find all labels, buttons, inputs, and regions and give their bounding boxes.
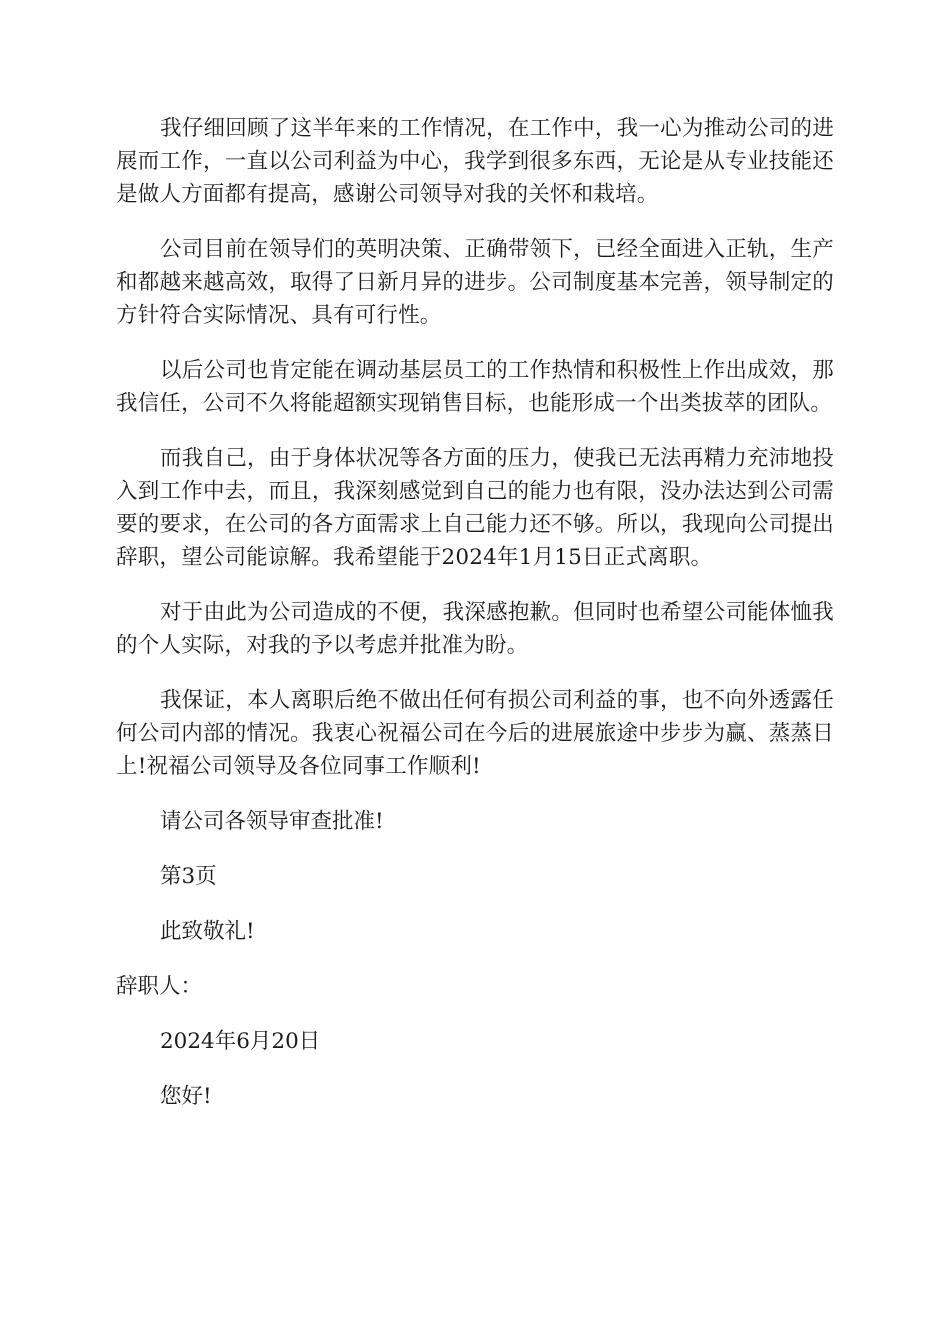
body-paragraph-5: 对于由此为公司造成的不便，我深感抱歉。但同时也希望公司能体恤我的个人实际，对我的予以考虑并批准为盼。 bbox=[116, 600, 834, 658]
body-paragraph-6: 我保证，本人离职后绝不做出任何有损公司利益的事，也不向外透露任何公司内部的情况。我衷心祝福公司在今后的进展旅途中步步为赢、蒸蒸日上!祝福公司领导及各位同事工作顺利! bbox=[116, 688, 834, 779]
greeting: 您好! bbox=[160, 1084, 212, 1109]
signer-label: 辞职人： bbox=[116, 974, 203, 999]
page-label: 第3页 bbox=[160, 864, 217, 889]
letter-date: 2024年6月20日 bbox=[160, 1029, 321, 1054]
request-line: 请公司各领导审查批准! bbox=[160, 809, 384, 834]
body-paragraph-1: 我仔细回顾了这半年来的工作情况，在工作中，我一心为推动公司的进展而工作，一直以公司利益为中心，我学到很多东西，无论是从专业技能还是做人方面都有提高，感谢公司领导对我的关怀和栽培。 bbox=[116, 116, 834, 207]
body-paragraph-3: 以后公司也肯定能在调动基层员工的工作热情和积极性上作出成效，那我信任，公司不久将能超额实现销售目标，也能形成一个出类拔萃的团队。 bbox=[116, 358, 834, 416]
closing-salutation: 此致敬礼! bbox=[160, 919, 255, 944]
letter-page bbox=[116, 112, 834, 1135]
body-paragraph-4: 而我自己，由于身体状况等各方面的压力，使我已无法再精力充沛地投入到工作中去，而且，我深刻感觉到自己的能力也有限，没办法达到公司需要的要求，在公司的各方面需求上自己能力还不够。所以，我现向公司提出辞职，望公司能谅解。我希望能于2024年1月15日正式离职。 bbox=[116, 446, 834, 570]
body-paragraph-2: 公司目前在领导们的英明决策、正确带领下，已经全面进入正轨，生产和都越来越高效，取得了日新月异的进步。公司制度基本完善，领导制定的方针符合实际情况、具有可行性。 bbox=[116, 237, 834, 328]
